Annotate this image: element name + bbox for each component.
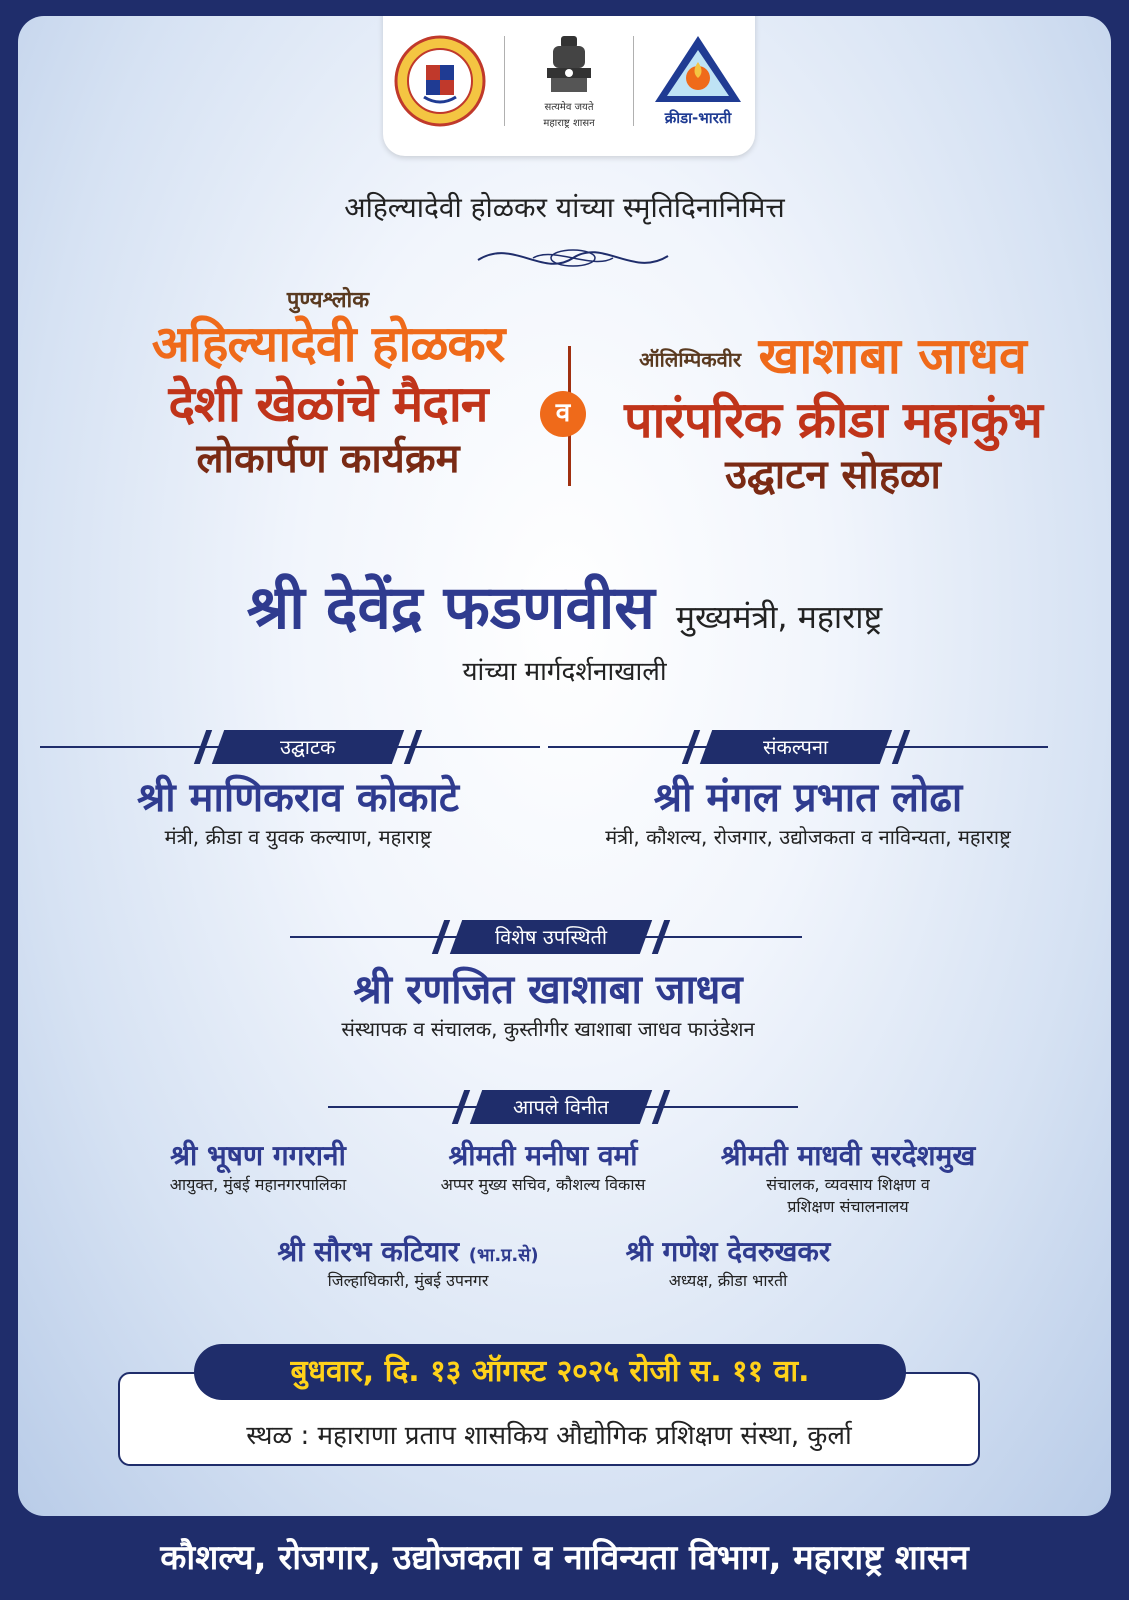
bmc-logo	[390, 26, 490, 136]
concept-tag: संकल्पना	[700, 730, 892, 764]
chief-minister-line	[18, 564, 1111, 646]
event-left-title	[108, 284, 548, 484]
state-caption-name: महाराष्ट्र शासन	[543, 118, 595, 129]
logo-strip	[383, 16, 755, 156]
chief-minister-name: श्री देवेंद्र फडणवीस	[246, 573, 655, 643]
concept-block	[518, 768, 1098, 850]
event-right-line1: खाशाबा जाधव	[758, 327, 1027, 385]
bmc-emblem-icon	[394, 35, 486, 127]
inaugurator-block	[58, 768, 538, 850]
logo-divider	[504, 36, 505, 126]
host-name-suffix: (भा.प्र.से)	[468, 1245, 539, 1266]
host-role: अप्पर मुख्य सचिव, कौशल्य विकास	[440, 1175, 646, 1194]
host-name: श्रीमती मनीषा वर्मा	[448, 1139, 638, 1172]
special-role: संस्थापक व संचालक, कुस्तीगीर खाशाबा जाधव फाउंडेशन	[341, 1017, 755, 1041]
host-4	[248, 1232, 568, 1292]
host-name-row	[248, 1232, 568, 1270]
event-left-line3: लोकार्पण कार्यक्रम	[196, 436, 460, 482]
host-name: श्री गणेश देवरुखकर	[625, 1235, 831, 1268]
state-logo	[519, 26, 619, 136]
logo-divider	[633, 36, 634, 126]
host-name: श्रीमती माधवी सरदेशमुख	[720, 1139, 976, 1172]
krida-bharati-caption: क्रीडा-भारती	[664, 109, 732, 127]
chief-minister-title: मुख्यमंत्री, महाराष्ट्र	[675, 598, 883, 636]
host-role: जिल्हाधिकारी, मुंबई उपनगर	[327, 1271, 489, 1290]
host-role: आयुक्त, मुंबई महानगरपालिका	[169, 1175, 347, 1194]
host-role: अध्यक्ष, क्रीडा भारती	[668, 1271, 788, 1290]
host-2	[398, 1136, 688, 1196]
conjunction-badge: व	[540, 391, 586, 437]
inaugurator-tag-row	[40, 730, 540, 764]
flourish-ornament-icon	[473, 238, 673, 278]
event-right-line2: पारंपरिक क्रीडा महाकुंभ	[624, 390, 1042, 449]
inaugurator-name: श्री माणिकराव कोकाटे	[136, 775, 460, 821]
event-left-prefix: पुण्यश्लोक	[286, 288, 370, 313]
special-name: श्री रणजित खाशाबा जाधव	[353, 967, 743, 1013]
date-time-banner: बुधवार, दि. १३ ऑगस्ट २०२५ रोजी स. ११ वा.	[194, 1344, 906, 1400]
host-3	[688, 1136, 1008, 1218]
event-right-line1-row	[578, 326, 1088, 390]
inaugurator-role: मंत्री, क्रीडा व युवक कल्याण, महाराष्ट्र	[164, 825, 432, 849]
footer-department: कौशल्य, रोजगार, उद्योजकता व नाविन्यता विभाग, महाराष्ट्र शासन	[160, 1538, 969, 1578]
occasion-text: अहिल्यादेवी होळकर यांच्या स्मृतिदिनानिमित्त	[344, 191, 785, 224]
host-name: श्री भूषण गगरानी	[170, 1139, 346, 1172]
event-right-line3: उद्घाटन सोहळा	[725, 451, 941, 498]
krida-bharati-logo	[648, 26, 748, 136]
concept-role: मंत्री, कौशल्य, रोजगार, उद्योजकता व नाविन्यता, महाराष्ट्र	[605, 825, 1011, 849]
ashoka-emblem-icon	[539, 32, 599, 98]
concept-tag-row	[548, 730, 1048, 764]
guidance-text: यांच्या मार्गदर्शनाखाली	[462, 657, 667, 687]
special-block	[178, 960, 918, 1042]
hosts-tag-row	[328, 1090, 798, 1124]
host-1	[128, 1136, 388, 1196]
event-left-line1: अहिल्यादेवी होळकर	[151, 315, 505, 373]
concept-name: श्री मंगल प्रभात लोढा	[653, 775, 963, 821]
krida-bharati-icon	[653, 34, 743, 104]
state-caption-motto: सत्यमेव जयते	[544, 102, 594, 113]
venue-text: स्थळ : महाराणा प्रताप शासकिय औद्योगिक प्रशिक्षण संस्था, कुर्ला	[246, 1421, 852, 1451]
host-5	[588, 1232, 868, 1292]
host-role-line2: प्रशिक्षण संचालनालय	[787, 1197, 909, 1216]
poster-card	[18, 16, 1111, 1516]
hosts-tag: आपले विनीत	[470, 1090, 652, 1124]
event-left-line2: देशी खेळांचे मैदान	[168, 375, 488, 433]
special-tag: विशेष उपस्थिती	[450, 920, 652, 954]
event-right-title	[578, 326, 1088, 500]
inaugurator-tag: उद्घाटक	[212, 730, 404, 764]
host-name: श्री सौरभ कटियार	[277, 1235, 460, 1268]
host-role: संचालक, व्यवसाय शिक्षण व	[766, 1175, 930, 1194]
special-tag-row	[290, 920, 802, 954]
event-right-prefix: ऑलिम्पिकवीर	[639, 347, 742, 372]
